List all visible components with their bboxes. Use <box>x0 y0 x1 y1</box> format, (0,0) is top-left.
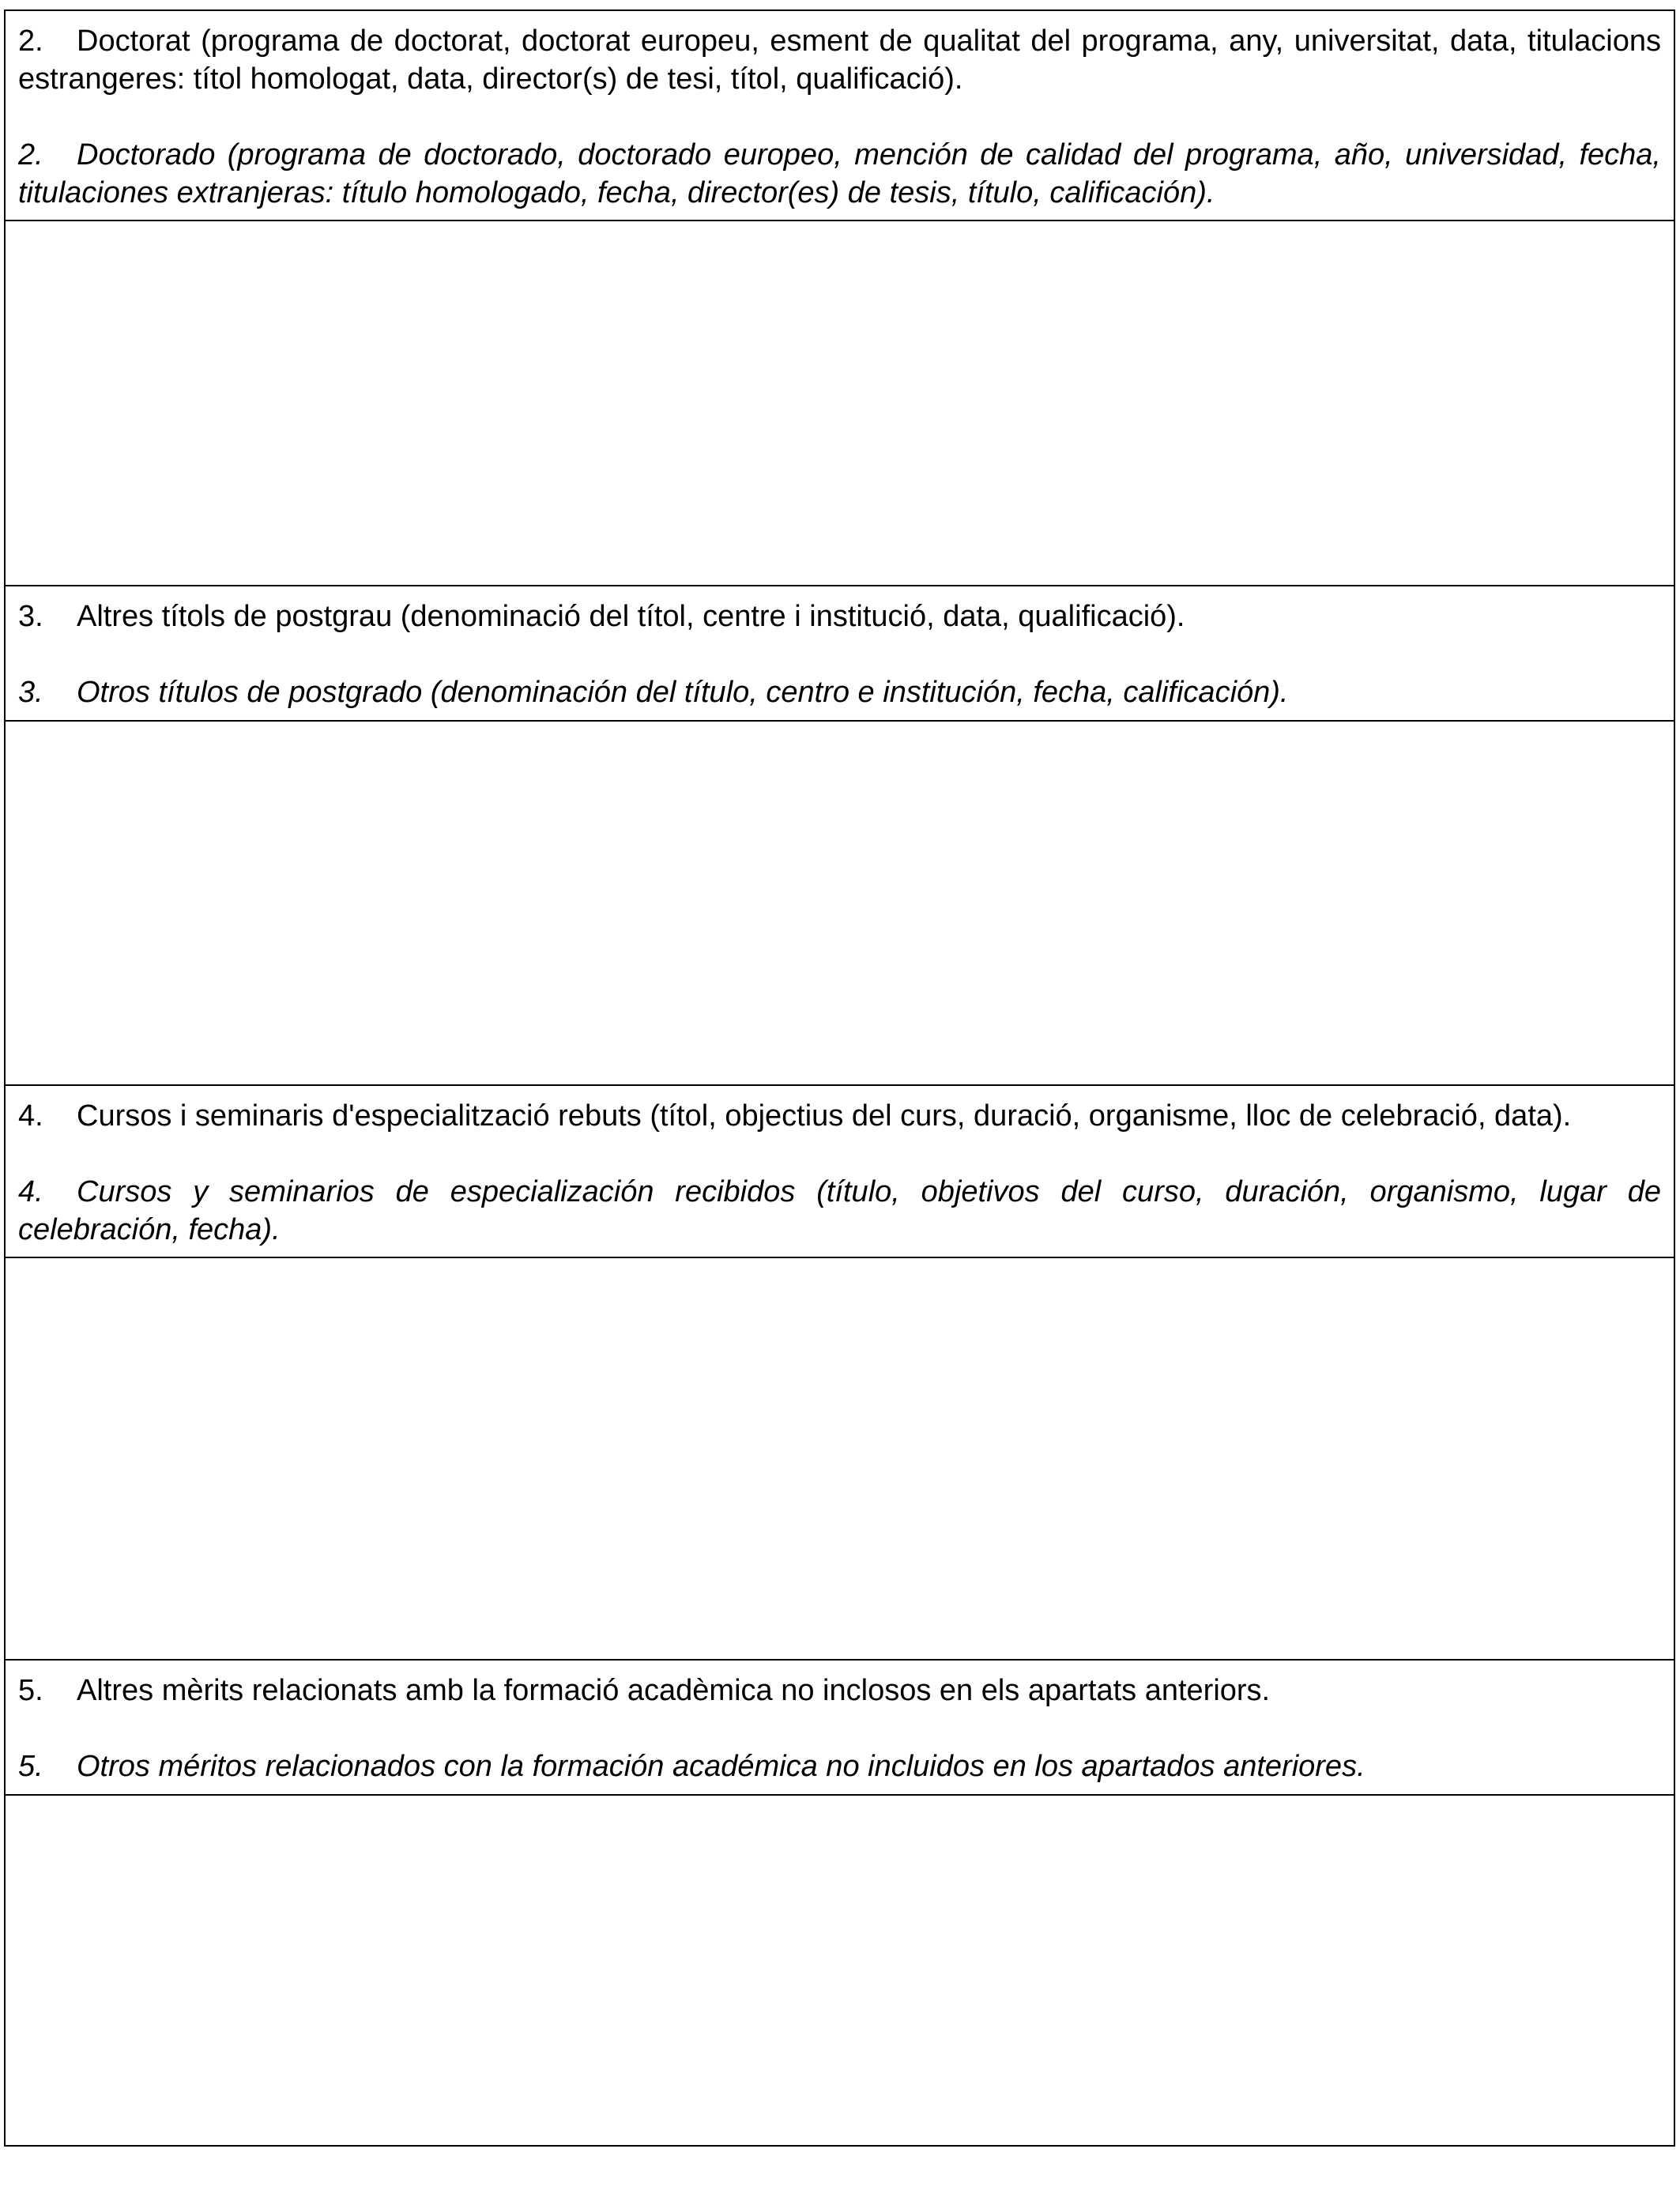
section-2-answer-area[interactable] <box>6 221 1674 586</box>
section-5-label-es: 5. Otros méritos relacionados con la formación académica no incluidos en los apartados anteriores. <box>18 1750 1365 1783</box>
section-5-header <box>6 1661 1674 1796</box>
section-4-label-ca: 4. Cursos i seminaris d'especialització rebuts (títol, objectius del curs, duració, organisme, lloc de celebració, data). <box>18 1099 1572 1133</box>
section-3-label-ca: 3. Altres títols de postgrau (denominació del títol, centre i institució, data, qualificació). <box>18 600 1185 633</box>
section-3-header <box>6 586 1674 722</box>
academic-merits-form <box>4 9 1675 2147</box>
section-5-label-ca: 5. Altres mèrits relacionats amb la formació acadèmica no inclosos en els apartats anteriors. <box>18 1674 1271 1707</box>
section-5-answer-area[interactable] <box>6 1796 1674 2145</box>
section-2-header <box>6 11 1674 221</box>
section-2-label-es: 2. Doctorado (programa de doctorado, doctorado europeo, mención de calidad del programa, año, universidad, fecha, titulaciones extranjeras: título homologado, fecha, director(es) de tesis, título, calificación). <box>18 138 1661 209</box>
section-3-answer-area[interactable] <box>6 722 1674 1086</box>
section-4-answer-area[interactable] <box>6 1258 1674 1661</box>
section-3-label-es: 3. Otros títulos de postgrado (denominación del título, centro e institución, fecha, calificación). <box>18 676 1289 709</box>
section-4-header <box>6 1086 1674 1258</box>
section-2-label-ca: 2. Doctorat (programa de doctorat, doctorat europeu, esment de qualitat del programa, any, universitat, data, titulacions estrangeres: títol homologat, data, director(s) de tesi, títol, qualificació). <box>18 25 1661 96</box>
section-4-label-es: 4. Cursos y seminarios de especialización recibidos (título, objetivos del curso, duración, organismo, lugar de celebración, fecha). <box>18 1175 1661 1246</box>
